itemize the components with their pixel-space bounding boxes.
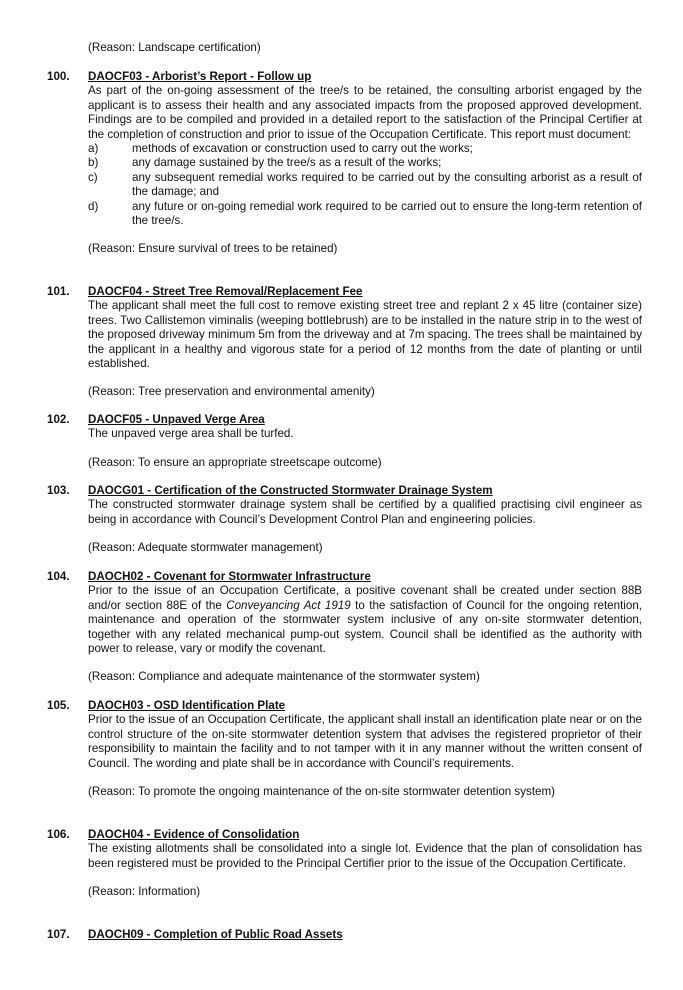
reason-text: (Reason: To ensure an appropriate streetscape outcome) — [88, 455, 382, 469]
reason-text: (Reason: Information) — [88, 885, 201, 899]
list-text: any future or on-going remedial work required to be carried out to ensure the long-term retention of the tree/s. — [132, 199, 642, 228]
condition-title: DAOCH03 - OSD Identification Plate — [88, 699, 286, 712]
condition-text: The applicant shall meet the full cost to remove existing street tree and replant 2 x 45 litre (container size) trees. Two Callistemon viminalis (weeping bottlebrush) are to be installed in the nature strip in to the west of the proposed driveway minimum 5m from the driveway and at 7m spacing. The trees shall be maintained by the applicant in a healthy and vigorous state for a period of 12 months from the date of planting or until established. — [88, 299, 642, 371]
list-item — [88, 171, 642, 200]
condition-title: DAOCH04 - Evidence of Consolidation — [88, 828, 300, 841]
reason-text: (Reason: To promote the ongoing maintenance of the on-site stormwater detention system) — [88, 785, 556, 799]
act-name: Conveyancing Act 1919 — [226, 598, 351, 612]
condition-101 — [0, 285, 683, 400]
condition-number: 107. — [47, 928, 70, 941]
condition-title: DAOCF03 - Arborist’s Report - Follow up — [88, 70, 312, 83]
condition-text: The constructed stormwater drainage system shall be certified by a qualified practising civil engineer as being in accordance with Council’s Development Control Plan and engineering policies. — [88, 498, 642, 526]
condition-text: Prior to the issue of an Occupation Certificate, the applicant shall install an identification plate near or on the control structure of the on-site stormwater detention system that advises the registered proprietor of their responsibility to maintain the facility and to not tamper with it in any manner without the written consent of Council. The wording and plate shall be in accordance with Council’s requirements. — [88, 713, 642, 770]
condition-102 — [0, 413, 683, 470]
condition-105 — [0, 699, 683, 799]
condition-number: 101. — [47, 285, 70, 298]
list-label: d) — [88, 199, 99, 213]
condition-100 — [0, 70, 683, 257]
list-item — [88, 142, 642, 156]
reason-text: (Reason: Adequate stormwater management) — [88, 541, 323, 555]
condition-title: DAOCH02 - Covenant for Stormwater Infrastructure — [88, 570, 371, 583]
condition-text-part: Prior to the issue of an Occupation Certificate, a positive covenant shall be created under section 88B and/or section 88E of the — [88, 584, 642, 612]
reason-text: (Reason: Compliance and adequate maintenance of the stormwater system) — [88, 670, 480, 684]
condition-103 — [0, 484, 683, 556]
list-text: methods of excavation or construction used to carry out the works; — [132, 142, 473, 156]
condition-title: DAOCG01 - Certification of the Constructed Stormwater Drainage System — [88, 484, 493, 497]
condition-text: As part of the on-going assessment of the tree/s to be retained, the consulting arborist engaged by the applicant is to assess their health and any associated impacts from the proposed approved development. Findings are to be compiled and provided in a detailed report to the satisfaction of the Principal Certifier at the completion of construction and prior to issue of the Occupation Certificate. This report must document: — [88, 84, 642, 141]
condition-106 — [0, 828, 683, 900]
list-text: any damage sustained by the tree/s as a result of the works; — [132, 156, 442, 170]
list-label: c) — [88, 170, 98, 184]
condition-text: The existing allotments shall be consolidated into a single lot. Evidence that the plan of consolidation has been registered must be provided to the Principal Certifier prior to the issue of the Occupation Certificate. — [88, 842, 642, 870]
condition-number: 104. — [47, 570, 70, 583]
condition-text — [88, 584, 642, 656]
condition-list — [88, 142, 642, 228]
condition-107 — [0, 928, 683, 942]
condition-title: DAOCH09 - Completion of Public Road Assets — [88, 928, 343, 941]
list-item — [88, 200, 642, 229]
condition-text-part: to the satisfaction of Council for the ongoing retention, maintenance and operation of the stormwater system inclusive of any on-site stormwater detention, together with any related mechanical pump-out system. Council shall be identified as the authority with power to release, vary or modify the covenant. — [88, 598, 642, 656]
condition-title: DAOCF05 - Unpaved Verge Area — [88, 413, 265, 426]
condition-title: DAOCF04 - Street Tree Removal/Replacement Fee — [88, 285, 363, 298]
condition-text: The unpaved verge area shall be turfed. — [88, 427, 294, 441]
condition-104 — [0, 570, 683, 685]
reason-text: (Reason: Landscape certification) — [88, 41, 261, 54]
condition-number: 100. — [47, 70, 70, 83]
list-label: a) — [88, 142, 99, 156]
list-text: any subsequent remedial works required to be carried out by the consulting arborist as a result of the damage; and — [132, 170, 642, 199]
reason-text: (Reason: Tree preservation and environmental amenity) — [88, 385, 375, 399]
condition-number: 105. — [47, 699, 70, 712]
list-label: b) — [88, 156, 99, 170]
condition-number: 103. — [47, 484, 70, 497]
condition-number: 106. — [47, 828, 70, 841]
condition-number: 102. — [47, 413, 70, 426]
reason-text: (Reason: Ensure survival of trees to be retained) — [88, 242, 338, 256]
list-item — [88, 156, 642, 170]
